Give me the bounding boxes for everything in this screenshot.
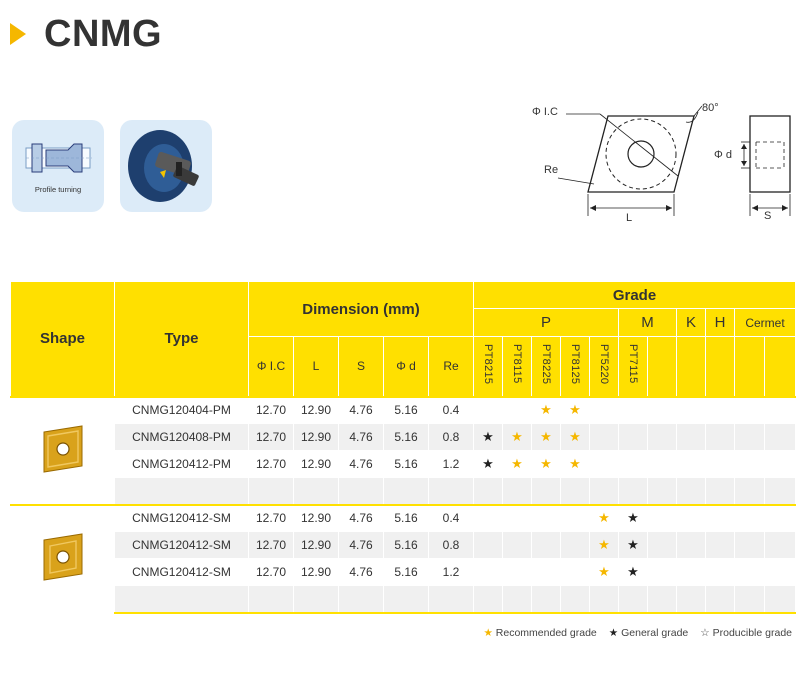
l-cell: 12.90 <box>294 451 339 478</box>
page-header <box>10 14 162 54</box>
grade-col <box>474 337 503 397</box>
dim-col-s: S <box>339 337 384 397</box>
l-label: L <box>626 212 633 224</box>
recommended-star-icon: ★ <box>511 456 523 471</box>
application-label: Profile turning <box>34 185 82 194</box>
grade-col-label: PT8125 <box>569 343 581 384</box>
grade-col <box>706 337 735 397</box>
ic-label: Φ I.C <box>532 106 558 118</box>
s-label: S <box>764 210 772 222</box>
recommended-star-icon: ★ <box>511 429 523 444</box>
d-cell: 5.16 <box>384 532 429 559</box>
grade-cell <box>735 451 765 478</box>
grade-cell <box>648 397 677 424</box>
table-row <box>11 424 796 451</box>
grade-cell <box>619 397 648 424</box>
table-row <box>11 505 796 532</box>
type-cell: CNMG120404-PM <box>115 397 249 424</box>
recommended-star-icon: ★ <box>540 402 552 418</box>
ic-cell: 12.70 <box>249 397 294 424</box>
legend-recommended-label: Recommended grade <box>495 627 597 639</box>
grade-cell <box>532 397 561 424</box>
general-star-icon: ★ <box>482 429 494 444</box>
grade-cell <box>590 451 619 478</box>
type-cell: CNMG120412-SM <box>115 505 249 532</box>
recommended-star-icon: ★ <box>598 510 610 526</box>
l-cell: 12.90 <box>294 424 339 451</box>
grade-cell <box>474 424 503 451</box>
d-cell: 5.16 <box>384 424 429 451</box>
l-cell: 12.90 <box>294 397 339 424</box>
grade-col <box>735 337 765 397</box>
legend-recommended <box>483 627 596 639</box>
grade-cell <box>706 424 735 451</box>
grade-cell <box>590 397 619 424</box>
grade-cell <box>619 451 648 478</box>
grade-cell <box>474 505 503 532</box>
legend-producible <box>700 627 792 639</box>
grade-cell <box>648 451 677 478</box>
grade-cell <box>765 505 796 532</box>
grade-cell <box>503 451 532 478</box>
grade-cell <box>474 451 503 478</box>
grade-cell <box>590 586 619 613</box>
grade-cell <box>677 586 706 613</box>
grade-col <box>619 337 648 397</box>
recommended-star-icon: ★ <box>540 456 552 471</box>
grade-cell <box>735 532 765 559</box>
type-cell <box>115 586 249 613</box>
grade-col <box>765 337 796 397</box>
grade-col <box>503 337 532 397</box>
grade-cell <box>735 505 765 532</box>
dim-col-d: Φ d <box>384 337 429 397</box>
insert-shape-icon <box>36 530 90 584</box>
grade-cell <box>532 478 561 505</box>
re-cell: 1.2 <box>429 451 474 478</box>
grade-group-h: H <box>706 309 735 337</box>
grade-cell <box>474 559 503 586</box>
grade-cell <box>648 424 677 451</box>
table-row <box>11 451 796 478</box>
grade-group-cermet: Cermet <box>735 309 796 337</box>
grade-cell <box>677 397 706 424</box>
ic-cell: 12.70 <box>249 559 294 586</box>
ic-cell <box>249 586 294 613</box>
l-cell: 12.90 <box>294 532 339 559</box>
d-cell: 5.16 <box>384 505 429 532</box>
grade-col-label: PT5220 <box>598 343 610 384</box>
grade-cell <box>706 586 735 613</box>
grade-cell <box>765 559 796 586</box>
grade-cell <box>765 451 796 478</box>
insert-shape-icon <box>36 422 90 476</box>
shape-cell <box>11 397 115 505</box>
shape-cell <box>11 505 115 613</box>
grade-col <box>561 337 590 397</box>
shape-header: Shape <box>11 282 115 397</box>
grade-group-k: K <box>677 309 706 337</box>
recommended-star-icon: ★ <box>569 456 581 471</box>
grade-cell <box>474 397 503 424</box>
l-cell: 12.90 <box>294 505 339 532</box>
grade-col-label: PT7115 <box>627 343 639 384</box>
grade-cell <box>735 424 765 451</box>
general-star-icon: ★ <box>627 510 639 526</box>
grade-cell <box>561 532 590 559</box>
grade-cell <box>765 424 796 451</box>
dimension-header: Dimension (mm) <box>249 282 474 337</box>
recommended-star-icon: ★ <box>540 429 552 444</box>
grade-legend <box>483 627 792 639</box>
recommended-star-icon: ★ <box>598 564 610 579</box>
s-cell: 4.76 <box>339 559 384 586</box>
grade-col-label: PT8215 <box>482 343 494 384</box>
ic-cell <box>249 478 294 505</box>
table-row <box>11 559 796 586</box>
s-cell <box>339 478 384 505</box>
table-row <box>11 586 796 613</box>
grade-cell <box>677 559 706 586</box>
dim-col-ic: Φ I.C <box>249 337 294 397</box>
grade-cell <box>619 505 648 532</box>
grade-cell <box>677 451 706 478</box>
grade-cell <box>561 397 590 424</box>
spec-table <box>10 281 796 614</box>
grade-cell <box>765 478 796 505</box>
re-cell <box>429 586 474 613</box>
profile-turning-icon <box>12 120 104 212</box>
type-cell: CNMG120412-PM <box>115 451 249 478</box>
grade-cell <box>590 424 619 451</box>
re-label: Re <box>544 164 559 176</box>
d-cell: 5.16 <box>384 451 429 478</box>
grade-cell <box>619 478 648 505</box>
grade-cell <box>503 586 532 613</box>
s-cell: 4.76 <box>339 451 384 478</box>
grade-cell <box>735 586 765 613</box>
ic-cell: 12.70 <box>249 451 294 478</box>
general-star-icon: ★ <box>608 627 619 639</box>
grade-cell <box>590 505 619 532</box>
insert-dimension-diagram <box>528 98 798 232</box>
grade-cell <box>503 478 532 505</box>
re-cell: 0.4 <box>429 505 474 532</box>
grade-cell <box>474 478 503 505</box>
grade-cell <box>619 424 648 451</box>
grade-cell <box>590 559 619 586</box>
grade-cell <box>532 451 561 478</box>
tool-holder-icon <box>120 120 212 212</box>
grade-cell <box>706 505 735 532</box>
recommended-star-icon: ★ <box>569 429 581 444</box>
grade-cell <box>474 586 503 613</box>
dim-col-re: Re <box>429 337 474 397</box>
legend-producible-label: Producible grade <box>712 627 792 639</box>
application-card-holder <box>120 120 212 212</box>
dim-col-l: L <box>294 337 339 397</box>
grade-cell <box>561 586 590 613</box>
grade-cell <box>619 532 648 559</box>
grade-cell <box>561 478 590 505</box>
re-cell <box>429 478 474 505</box>
grade-cell <box>706 532 735 559</box>
l-cell <box>294 586 339 613</box>
grade-cell <box>677 424 706 451</box>
type-cell <box>115 478 249 505</box>
grade-cell <box>677 532 706 559</box>
grade-cell <box>648 532 677 559</box>
grade-cell <box>532 505 561 532</box>
grade-col <box>677 337 706 397</box>
general-star-icon: ★ <box>482 456 494 471</box>
type-cell: CNMG120412-SM <box>115 532 249 559</box>
grade-cell <box>706 397 735 424</box>
re-cell: 0.8 <box>429 532 474 559</box>
grade-cell <box>735 397 765 424</box>
grade-col <box>590 337 619 397</box>
d-cell: 5.16 <box>384 397 429 424</box>
producible-star-icon: ☆ <box>700 627 710 639</box>
spec-table-body <box>11 397 796 613</box>
insert-drawing-icon <box>528 98 798 232</box>
grade-cell <box>619 559 648 586</box>
grade-cell <box>735 559 765 586</box>
table-row <box>11 397 796 424</box>
ic-cell: 12.70 <box>249 532 294 559</box>
s-cell <box>339 586 384 613</box>
legend-general-label: General grade <box>621 627 689 639</box>
grade-cell <box>532 424 561 451</box>
grade-cell <box>561 559 590 586</box>
l-cell <box>294 478 339 505</box>
d-cell <box>384 586 429 613</box>
grade-col <box>532 337 561 397</box>
grade-cell <box>619 586 648 613</box>
grade-cell <box>590 532 619 559</box>
grade-cell <box>561 424 590 451</box>
re-cell: 0.4 <box>429 397 474 424</box>
title-arrow-icon <box>10 23 26 45</box>
ic-cell: 12.70 <box>249 424 294 451</box>
s-cell: 4.76 <box>339 532 384 559</box>
re-cell: 0.8 <box>429 424 474 451</box>
l-cell: 12.90 <box>294 559 339 586</box>
grade-cell <box>474 532 503 559</box>
s-cell: 4.76 <box>339 505 384 532</box>
d-cell: 5.16 <box>384 559 429 586</box>
legend-general <box>609 627 688 639</box>
s-cell: 4.76 <box>339 424 384 451</box>
grade-cell <box>561 505 590 532</box>
grade-cell <box>561 451 590 478</box>
ic-cell: 12.70 <box>249 505 294 532</box>
grade-cell <box>648 505 677 532</box>
grade-cell <box>648 478 677 505</box>
type-header: Type <box>115 282 249 397</box>
application-card-profile-turning <box>12 120 104 212</box>
type-cell: CNMG120412-SM <box>115 559 249 586</box>
d-cell <box>384 478 429 505</box>
grade-cell <box>648 586 677 613</box>
grade-group-p: P <box>474 309 619 337</box>
grade-cell <box>765 586 796 613</box>
general-star-icon: ★ <box>627 537 639 552</box>
grade-cell <box>648 559 677 586</box>
page-title: CNMG <box>44 12 163 55</box>
grade-cell <box>503 424 532 451</box>
d-label: Φ d <box>714 149 732 161</box>
grade-cell <box>503 505 532 532</box>
recommended-star-icon: ★ <box>483 627 493 639</box>
grade-col-label: PT8225 <box>540 343 552 384</box>
grade-cell <box>677 478 706 505</box>
grade-cell <box>532 559 561 586</box>
grade-cell <box>503 559 532 586</box>
grade-cell <box>503 532 532 559</box>
grade-cell <box>706 478 735 505</box>
table-row <box>11 478 796 505</box>
grade-header: Grade <box>474 282 796 309</box>
grade-cell <box>532 532 561 559</box>
grade-cell <box>735 478 765 505</box>
grade-col-label: PT8115 <box>511 343 523 384</box>
grade-cell <box>503 397 532 424</box>
s-cell: 4.76 <box>339 397 384 424</box>
general-star-icon: ★ <box>627 564 639 579</box>
type-cell: CNMG120408-PM <box>115 424 249 451</box>
grade-cell <box>765 397 796 424</box>
recommended-star-icon: ★ <box>598 537 610 552</box>
grade-cell <box>706 451 735 478</box>
recommended-star-icon: ★ <box>569 402 581 418</box>
grade-cell <box>765 532 796 559</box>
grade-cell <box>590 478 619 505</box>
grade-group-m: M <box>619 309 677 337</box>
grade-col <box>648 337 677 397</box>
angle-label: 80° <box>702 102 719 114</box>
grade-cell <box>532 586 561 613</box>
grade-cell <box>677 505 706 532</box>
grade-cell <box>706 559 735 586</box>
table-row <box>11 532 796 559</box>
re-cell: 1.2 <box>429 559 474 586</box>
